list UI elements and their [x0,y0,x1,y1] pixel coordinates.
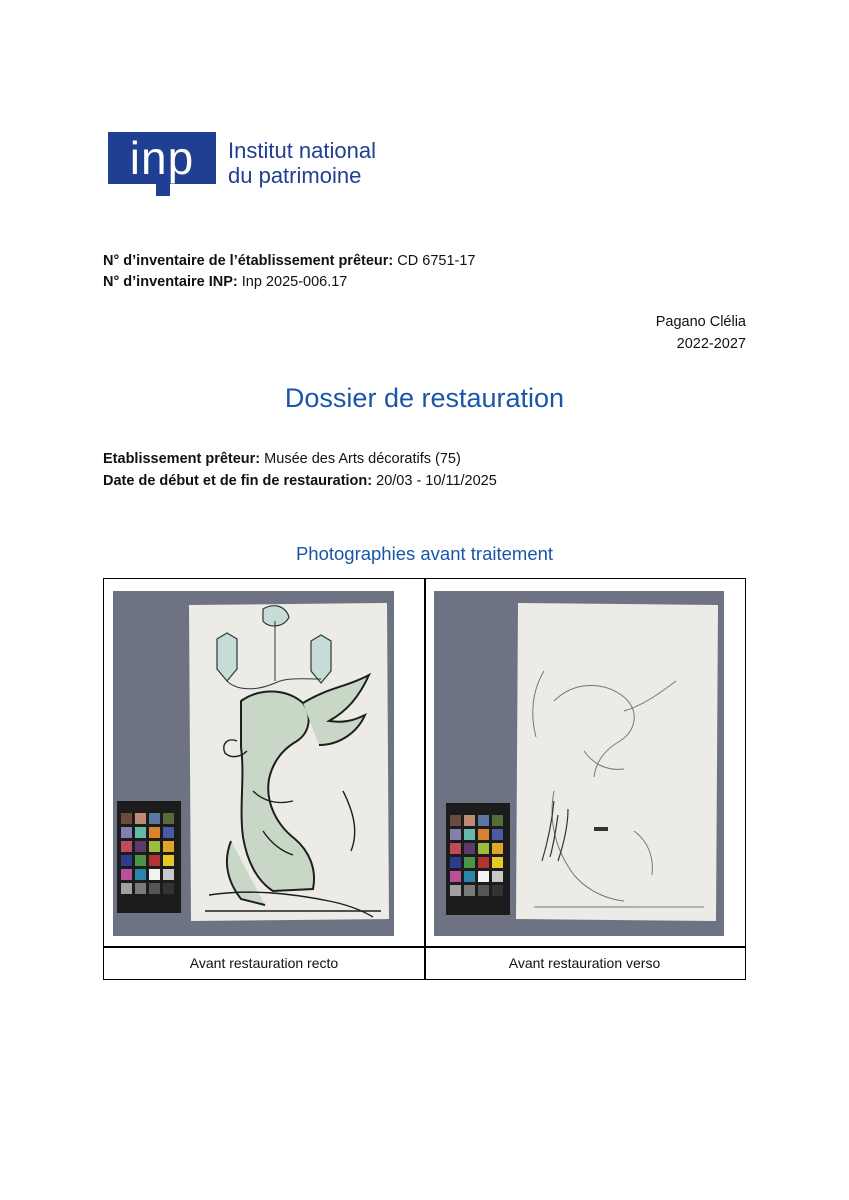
inp-inventory-value: Inp 2025-006.17 [241,274,348,290]
recto-photo [113,591,394,936]
author-name: Pagano Clélia [655,314,746,330]
inp-inventory-line [103,274,347,290]
lender-inventory-line [103,253,475,269]
lender-value: Musée des Arts décoratifs (75) [264,451,461,467]
lender-label: Etablissement prêteur: [103,451,261,467]
dates-value: 20/03 - 10/11/2025 [376,473,497,489]
logo-abbr: inp [129,132,195,184]
lender-line [103,451,461,467]
logo-line-1: Institut national [228,138,376,163]
dates-label: Date de début et de fin de restauration: [103,473,373,489]
recto-caption: Avant restauration recto [189,955,339,971]
photos-table [103,578,746,980]
dates-line [103,473,497,489]
photos-heading: Photographies avant traitement [295,543,554,564]
verso-photo [434,591,724,936]
lender-inventory-label: N° d’inventaire de l’établissement prêteur: [103,253,394,269]
verso-caption: Avant restauration verso [508,955,661,971]
logo-line-2: du patrimoine [228,163,362,188]
inp-inventory-label: N° d’inventaire INP: [103,274,238,290]
logo-wordmark [228,138,428,188]
lender-inventory-value: CD 6751-17 [397,253,476,269]
page-title: Dossier de restauration [284,383,565,413]
author-years: 2022-2027 [676,336,746,352]
author-block [656,311,746,355]
inp-logo-mark [108,132,216,184]
